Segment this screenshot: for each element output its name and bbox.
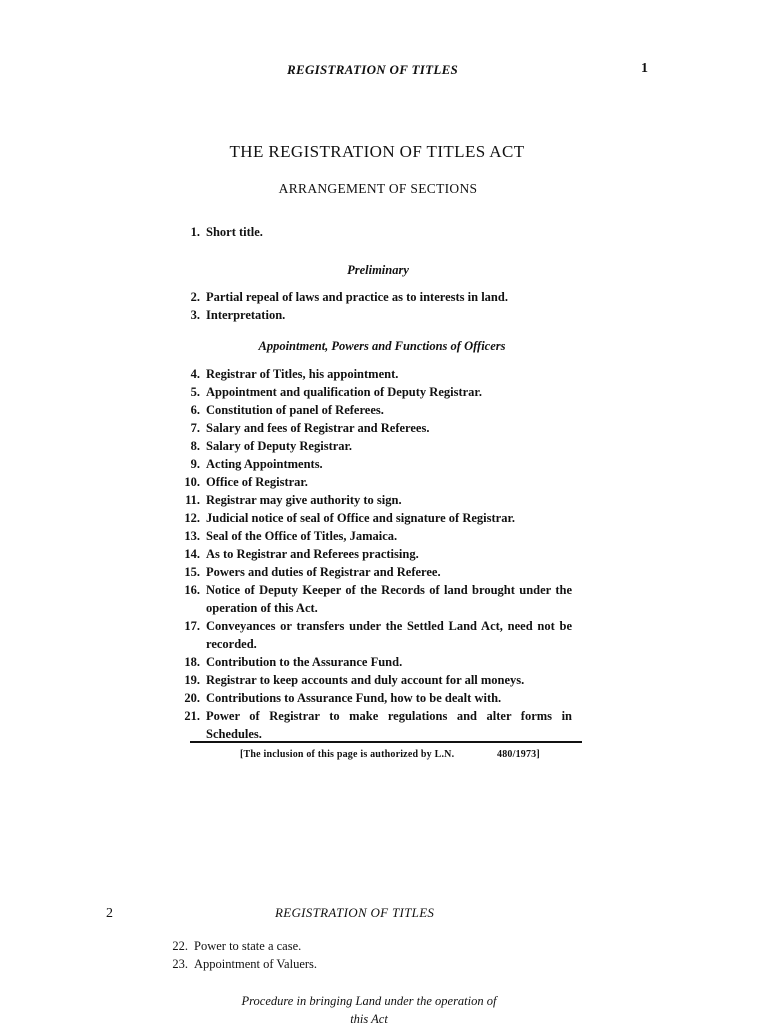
item-number: 4. [190,367,200,381]
item-text: Appointment and qualification of Deputy Registrar. [206,385,482,399]
item-number: 3. [190,308,200,322]
list-item [176,455,576,473]
heading-line: this Act [350,1012,388,1026]
list-item [176,473,576,491]
item-number: 12. [184,511,200,525]
page2-list [164,937,564,973]
item-text: Registrar of Titles, his appointment. [206,367,399,381]
list-item [176,223,576,241]
item-text: Salary of Deputy Registrar. [206,439,353,453]
item-number: 13. [184,529,200,543]
item-number: 8. [190,439,200,453]
item-number: 9. [190,457,200,471]
page-number: 2 [106,906,113,921]
list-item [176,671,576,689]
item-text: Short title. [206,225,263,239]
item-text: As to Registrar and Referees practising. [206,547,419,561]
list-item [176,491,576,509]
list-item [176,306,576,324]
item-text: Constitution of panel of Referees. [206,403,384,417]
list-item [176,653,576,671]
item-text: Seal of the Office of Titles, Jamaica. [206,529,398,543]
item-text: Powers and duties of Registrar and Referee. [206,565,441,579]
list-item [164,937,564,955]
list-item [176,365,576,383]
divider-rule [190,741,582,743]
page-number: 1 [641,61,648,76]
item-text: Registrar may give authority to sign. [206,493,402,507]
item-number: 19. [184,673,200,687]
item-text: Contribution to the Assurance Fund. [206,655,403,669]
footnote: [The inclusion of this page is authorized by L.N. [240,749,455,760]
item-text: Acting Appointments. [206,457,323,471]
preliminary-list [176,288,576,324]
item-number: 5. [190,385,200,399]
item-number: 11. [185,493,200,507]
item-text: Interpretation. [206,308,286,322]
item-text: Registrar to keep accounts and duly account for all moneys. [206,673,525,687]
section-heading-procedure [0,992,753,1028]
list-item [176,383,576,401]
section-heading-preliminary: Preliminary [347,263,409,277]
item-text: Notice of Deputy Keeper of the Records of land brought under the operation of this Act. [206,583,572,615]
item-number: 16. [184,583,200,597]
running-head: REGISTRATION OF TITLES [275,905,435,920]
item-number: 21. [184,709,200,723]
item-number: 22. [172,939,188,953]
list-item [176,401,576,419]
item-number: 15. [184,565,200,579]
list-item [176,527,576,545]
item-text: Partial repeal of laws and practice as to interests in land. [206,290,508,304]
section-heading-appointment: Appointment, Powers and Functions of Officers [258,339,506,353]
item-text: Power to state a case. [194,939,302,953]
heading-line: Procedure in bringing Land under the operation of [241,994,497,1008]
item-text: Power of Registrar to make regulations and alter forms in Schedules. [206,709,572,741]
item-number: 17. [184,619,200,633]
item-number: 10. [184,475,200,489]
list-item [176,617,576,653]
item-number: 6. [190,403,200,417]
footnote-reference: 480/1973] [497,749,540,760]
act-title: THE REGISTRATION OF TITLES ACT [229,142,525,161]
item-number: 2. [190,290,200,304]
item-number: 14. [184,547,200,561]
item-text: Appointment of Valuers. [194,957,318,971]
list-item [176,707,576,743]
item-number: 23. [172,957,188,971]
running-head: REGISTRATION OF TITLES [287,62,459,77]
list-item [176,509,576,527]
list-item [164,955,564,973]
list-item [176,545,576,563]
list-item [176,689,576,707]
list-item [176,563,576,581]
list-item [176,437,576,455]
item-text: Office of Registrar. [206,475,308,489]
list-item [176,419,576,437]
list-item [176,581,576,617]
item-text: Contributions to Assurance Fund, how to be dealt with. [206,691,502,705]
item-text: Judicial notice of seal of Office and signature of Registrar. [206,511,515,525]
item-number: 7. [190,421,200,435]
appointment-list [176,365,576,743]
item-text: Conveyances or transfers under the Settled Land Act, need not be recorded. [206,619,572,651]
item-number: 18. [184,655,200,669]
item-number: 1. [190,225,200,239]
item-text: Salary and fees of Registrar and Referees. [206,421,430,435]
item-number: 20. [184,691,200,705]
arrangement-title: ARRANGEMENT OF SECTIONS [278,181,478,196]
list-item [176,288,576,306]
